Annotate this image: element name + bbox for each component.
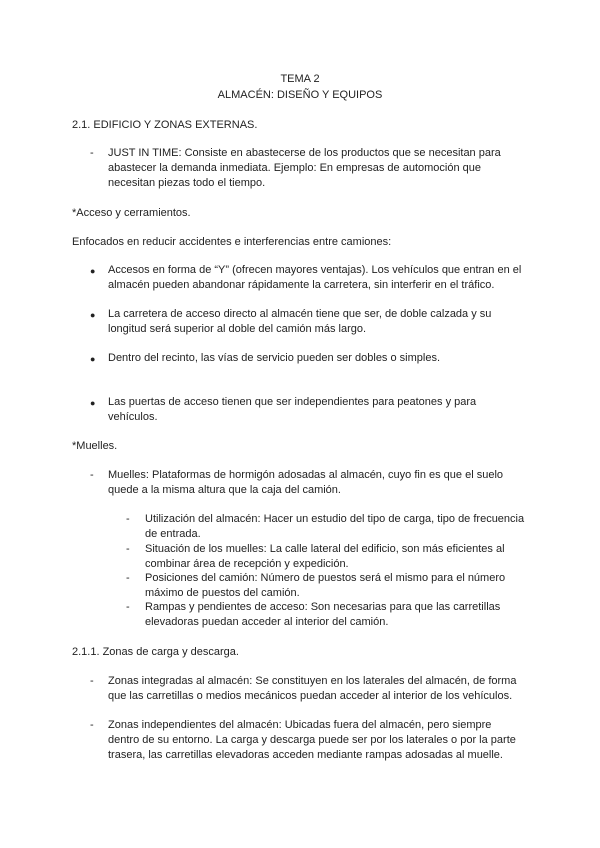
subitem-line: de entrada. (145, 528, 201, 540)
bullet-line: vehículos. (108, 411, 158, 423)
subitem-line: Situación de los muelles: La calle lateral del edificio, son más eficientes al (145, 543, 505, 555)
subitem-line: Posiciones del camión: Número de puestos será el mismo para el número (145, 572, 506, 584)
jit-line: JUST IN TIME: Consiste en abastecerse de los productos que se necesitan para (108, 147, 501, 159)
zone-line: Zonas independientes del almacén: Ubicadas fuera del almacén, pero siempre (108, 719, 492, 731)
subitem-line: combinar área de recepción y expedición. (145, 558, 349, 570)
page-title: TEMA 2 (280, 73, 320, 85)
section-heading: 2.1.1. Zonas de carga y descarga. (72, 646, 239, 658)
bullet-line: Dentro del recinto, las vías de servicio pueden ser dobles o simples. (108, 352, 441, 364)
subitem-line: elevadoras puedan acceder al interior del camión. (145, 616, 389, 628)
dash-marker: - (90, 147, 94, 159)
bullet-line: almacén pueden abandonar rápidamente la carretera, sin interferir en el tráfico. (108, 279, 495, 291)
bullet-marker: ● (90, 398, 96, 408)
bullet-line: Las puertas de acceso tienen que ser independientes para peatones y para (108, 396, 477, 408)
bullet-marker: ● (90, 354, 96, 364)
page-subtitle: ALMACÉN: DISEÑO Y EQUIPOS (217, 89, 383, 101)
dash-marker: - (126, 572, 130, 584)
dash-marker: - (126, 513, 130, 525)
jit-line: necesitan piezas todo el tiempo. (108, 177, 266, 189)
section-heading: 2.1. EDIFICIO Y ZONAS EXTERNAS. (72, 119, 258, 131)
subsection-heading: *Muelles. (72, 440, 118, 452)
zone-line: dentro de su entorno. La carga y descarga puede ser por los laterales o por la parte (108, 734, 516, 746)
zone-line: que las carretillas o medios mecánicos puedan acceder al interior de los vehículos. (108, 690, 513, 702)
subitem-line: máximo de puestos del camión. (145, 587, 300, 599)
bullet-marker: ● (90, 310, 96, 320)
dash-marker: - (126, 543, 130, 555)
jit-line: abastecer la demanda inmediata. Ejemplo: En empresas de automoción que (108, 162, 482, 174)
zone-line: trasera, las carretillas elevadoras acceden mediante rampas adosadas al muelle. (108, 749, 503, 761)
subitem-line: Utilización del almacén: Hacer un estudio del tipo de carga, tipo de frecuencia (145, 513, 525, 525)
bullet-line: La carretera de acceso directo al almacén tiene que ser, de doble calzada y su (108, 308, 492, 320)
subitem-line: Rampas y pendientes de acceso: Son necesarias para que las carretillas (145, 601, 501, 613)
dash-marker: - (90, 719, 94, 731)
muelles-line: Muelles: Plataformas de hormigón adosadas al almacén, cuyo fin es que el suelo (108, 469, 504, 481)
subsection-heading: *Acceso y cerramientos. (72, 207, 191, 219)
paragraph: Enfocados en reducir accidentes e interferencias entre camiones: (72, 236, 392, 248)
dash-marker: - (90, 469, 94, 481)
bullet-marker: ● (90, 266, 96, 276)
dash-marker: - (90, 675, 94, 687)
dash-marker: - (126, 601, 130, 613)
bullet-line: longitud será superior al doble del camión más largo. (108, 323, 367, 335)
zone-line: Zonas integradas al almacén: Se constituyen en los laterales del almacén, de forma (108, 675, 517, 687)
muelles-line: quede a la misma altura que la caja del camión. (108, 484, 341, 496)
bullet-line: Accesos en forma de “Y” (ofrecen mayores ventajas). Los vehículos que entran en el (108, 264, 522, 276)
